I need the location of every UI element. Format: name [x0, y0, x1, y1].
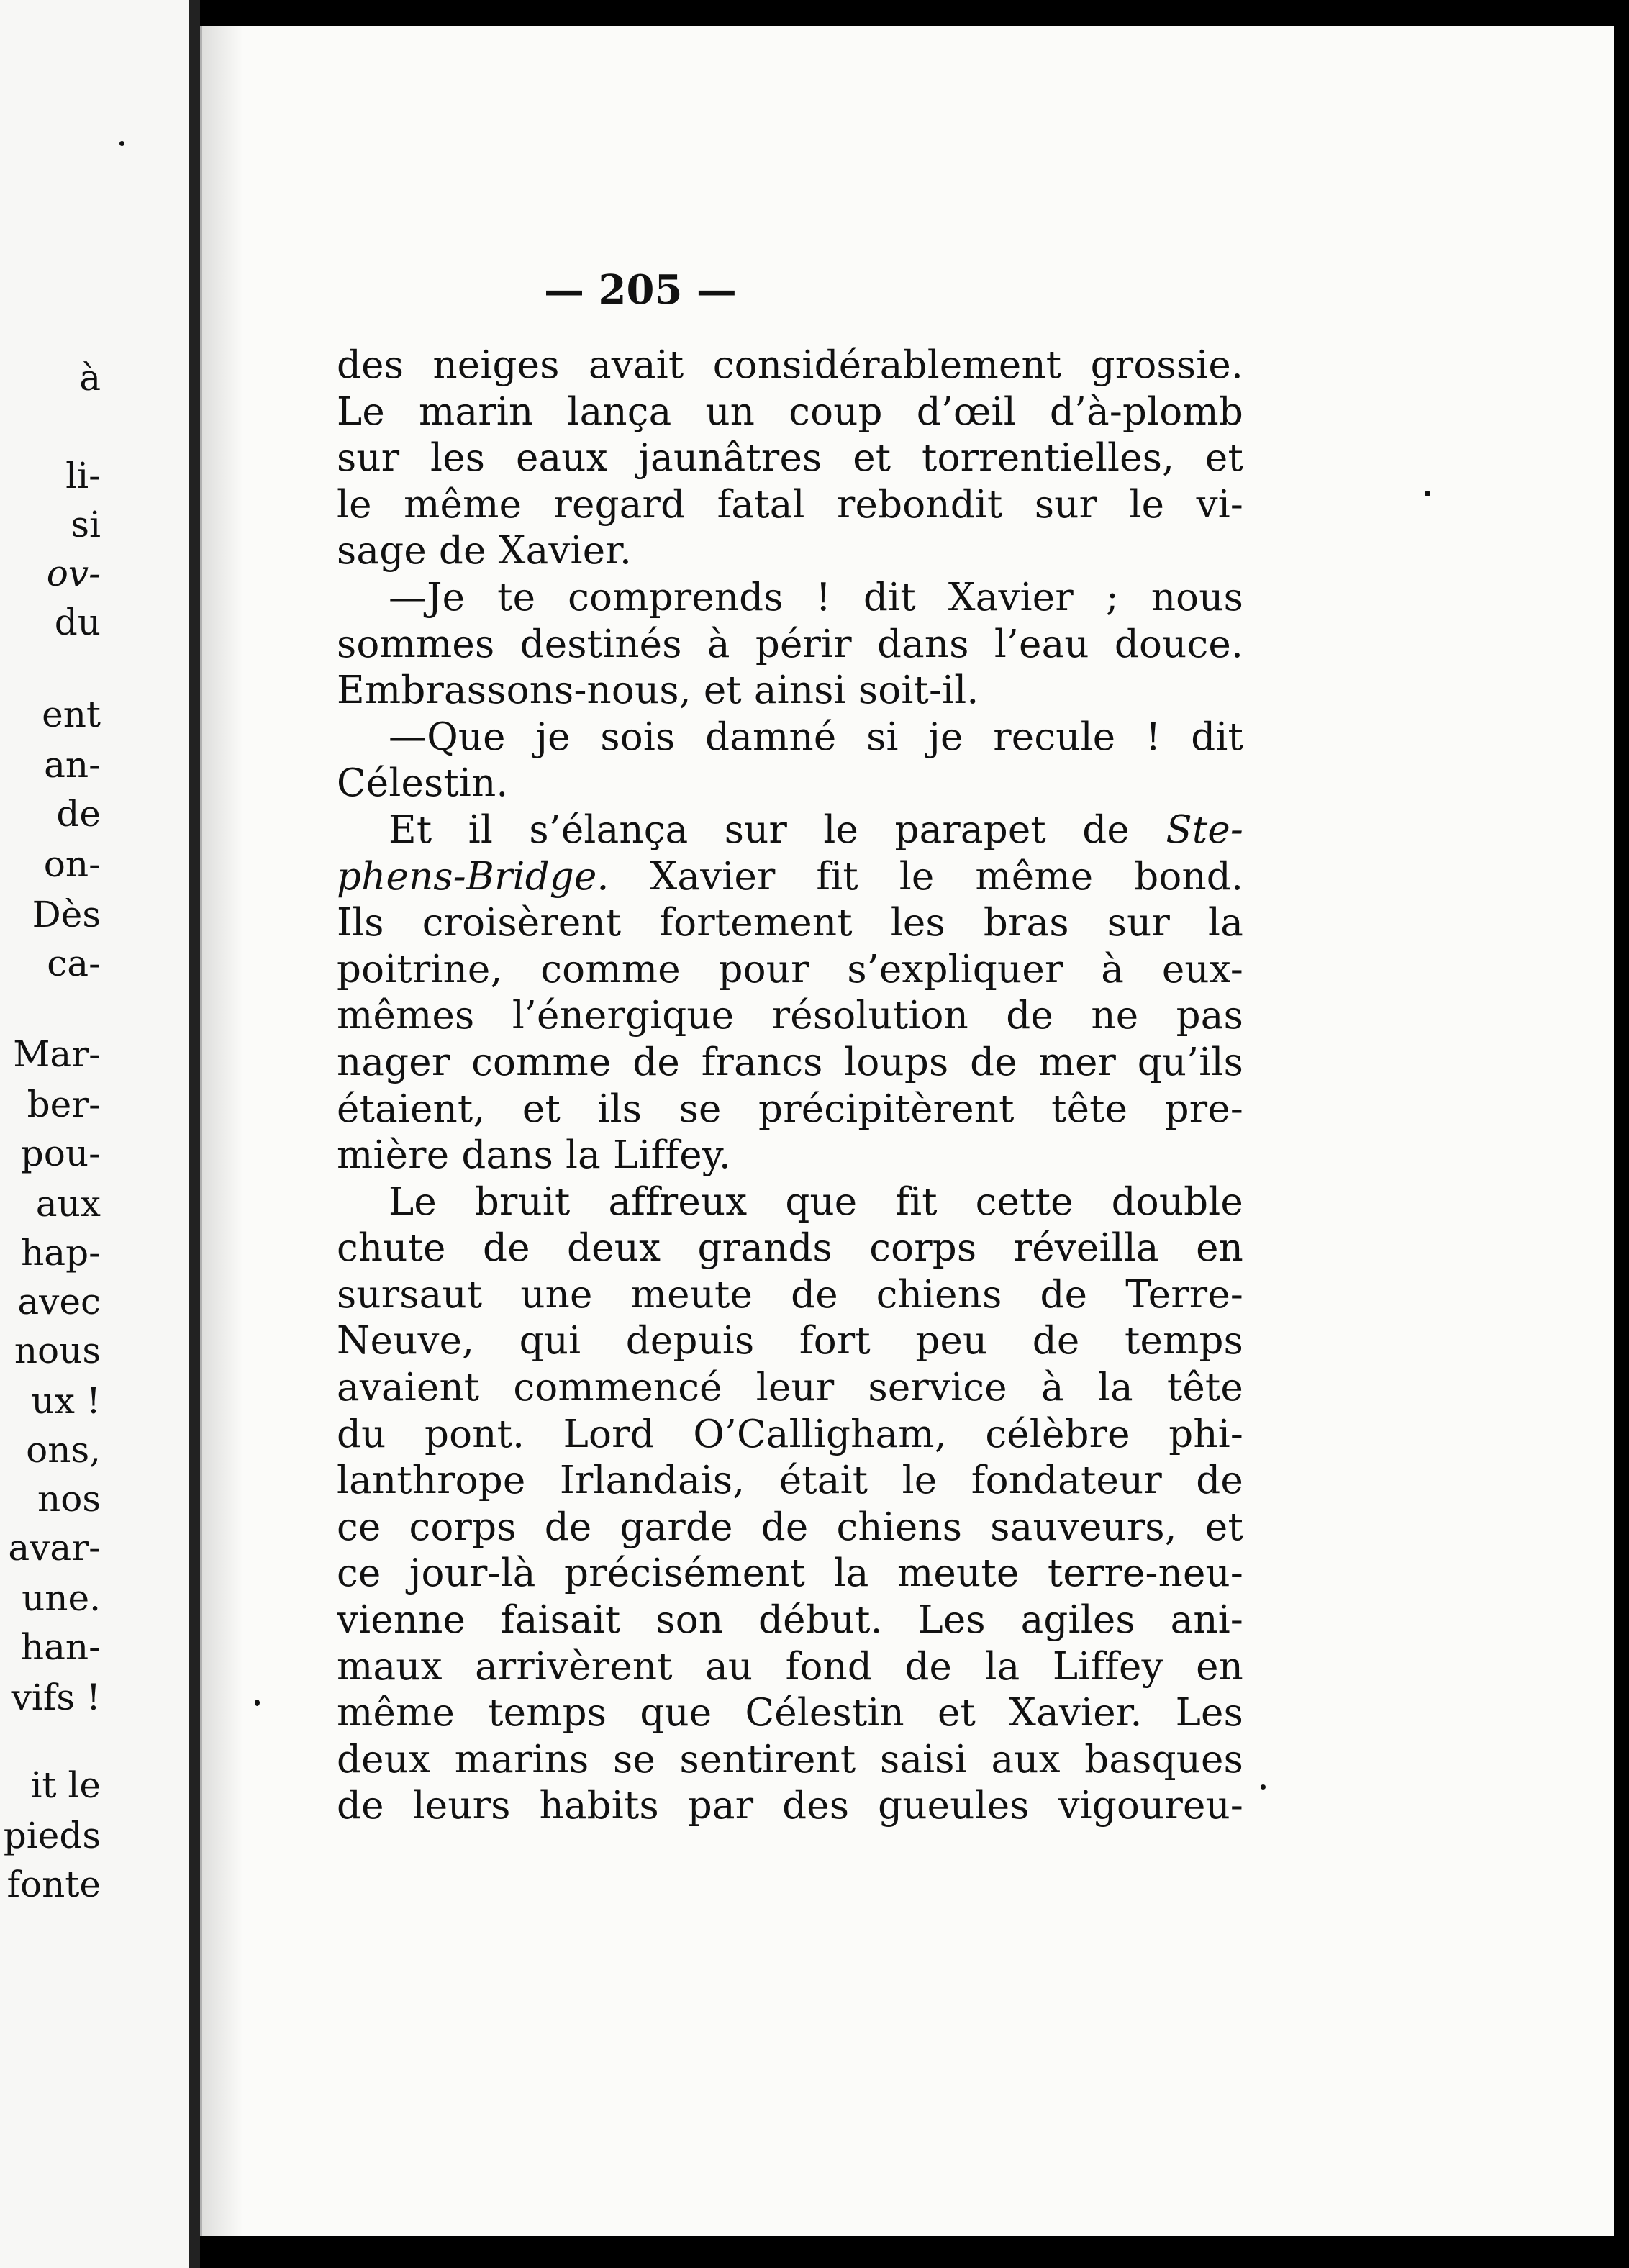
left-fragment: ca-: [47, 943, 101, 984]
text-line: le même regard fatal rebondit sur le vi-: [337, 482, 1243, 527]
left-fragment: ent: [42, 694, 101, 735]
left-fragment: nos: [37, 1478, 101, 1520]
text-line: Célestin.: [337, 761, 509, 806]
left-fragment: on-: [43, 843, 101, 885]
previous-page-text: [0, 0, 189, 2268]
left-fragment: ons,: [26, 1429, 101, 1471]
left-fragment: ov-: [46, 553, 101, 594]
text-line: [337, 854, 1243, 901]
text-line: avaient commencé leur service à la tête: [337, 1366, 1243, 1410]
left-fragment: li-: [65, 455, 101, 496]
text-line: mêmes l’énergique résolution de ne pas: [337, 994, 1243, 1038]
left-fragment: si: [71, 504, 101, 545]
left-fragment: du: [54, 602, 101, 643]
text-line: Neuve, qui depuis fort peu de temps: [337, 1319, 1243, 1364]
text-line: sage de Xavier.: [337, 529, 632, 573]
left-fragment: ber-: [27, 1084, 101, 1125]
text-line: étaient, et ils se précipitèrent tête pre-: [337, 1087, 1243, 1131]
text-line: ce jour-là précisément la meute terre-neu-: [337, 1551, 1243, 1596]
ink-speck: [255, 1700, 260, 1706]
left-fragment: it le: [30, 1764, 101, 1806]
left-fragment: une.: [22, 1577, 101, 1619]
text-line: Embrassons-nous, et ainsi soit-il.: [337, 668, 979, 713]
ink-speck: [1261, 1784, 1266, 1790]
left-fragment: aux: [35, 1183, 101, 1225]
text-line: [337, 807, 1243, 854]
text-line: vienne faisait son début. Les agiles ani-: [337, 1598, 1243, 1643]
left-fragment: à: [79, 357, 101, 399]
text-line: des neiges avait considérablement grossie.: [337, 343, 1243, 387]
text-line: lanthrope Irlandais, était le fondateur de: [337, 1459, 1243, 1503]
left-fragment: pou-: [20, 1133, 101, 1174]
text-line: même temps que Célestin et Xavier. Les: [337, 1691, 1243, 1736]
text-line-italic: Ste-: [1166, 807, 1243, 852]
ink-speck: [119, 141, 124, 146]
left-fragment: avar-: [8, 1527, 101, 1569]
text-line: —Je te comprends ! dit Xavier ; nous: [389, 575, 1243, 620]
left-fragment: fonte: [6, 1864, 101, 1905]
left-fragment: nous: [14, 1330, 101, 1371]
text-line: sommes destinés à périr dans l’eau douce.: [337, 622, 1243, 666]
text-line: poitrine, comme pour s’expliquer à eux-: [337, 947, 1243, 992]
left-fragment: de: [56, 793, 101, 835]
text-line: du pont. Lord O’Calligham, célèbre phi-: [337, 1412, 1243, 1456]
left-fragment: pieds: [3, 1815, 101, 1856]
text-line: chute de deux grands corps réveilla en: [337, 1226, 1243, 1271]
text-line-italic: phens-Bridge.: [337, 854, 609, 899]
left-fragment: ux !: [31, 1380, 101, 1422]
text-line: Le bruit affreux que fit cette double: [389, 1179, 1243, 1224]
text-line: ce corps de garde de chiens sauveurs, et: [337, 1505, 1243, 1549]
left-fragment: avec: [17, 1281, 101, 1323]
text-line: —Que je sois damné si je recule ! dit: [389, 715, 1243, 759]
text-line: Ils croisèrent fortement les bras sur la: [337, 901, 1243, 945]
text-line: nager comme de francs loups de mer qu’ils: [337, 1040, 1243, 1084]
left-fragment: an-: [44, 744, 101, 786]
body-text: [337, 343, 1243, 1830]
left-fragment: han-: [20, 1626, 101, 1668]
page-number: — 205 —: [544, 266, 737, 314]
left-fragment: Dès: [32, 894, 101, 935]
book-gutter: [189, 0, 200, 2268]
left-fragment: Mar-: [13, 1033, 101, 1075]
text-line: deux marins se sentirent saisi aux basques: [337, 1737, 1243, 1782]
text-line-segment: Et il s’élança sur le parapet de: [389, 807, 1166, 852]
text-line: sursaut une meute de chiens de Terre-: [337, 1272, 1243, 1317]
left-fragment: hap-: [21, 1232, 101, 1274]
text-line-segment: Xavier fit le même bond.: [609, 854, 1243, 899]
text-line: de leurs habits par des gueules vigoureu-: [337, 1784, 1243, 1828]
text-line: mière dans la Liffey.: [337, 1133, 731, 1178]
left-fragment: vifs !: [11, 1677, 101, 1718]
text-line: sur les eaux jaunâtres et torrentielles, et: [337, 436, 1243, 481]
ink-speck: [1425, 491, 1430, 496]
text-line: Le marin lança un coup d’œil d’à-plomb: [337, 389, 1243, 434]
text-line: maux arrivèrent au fond de la Liffey en: [337, 1644, 1243, 1689]
